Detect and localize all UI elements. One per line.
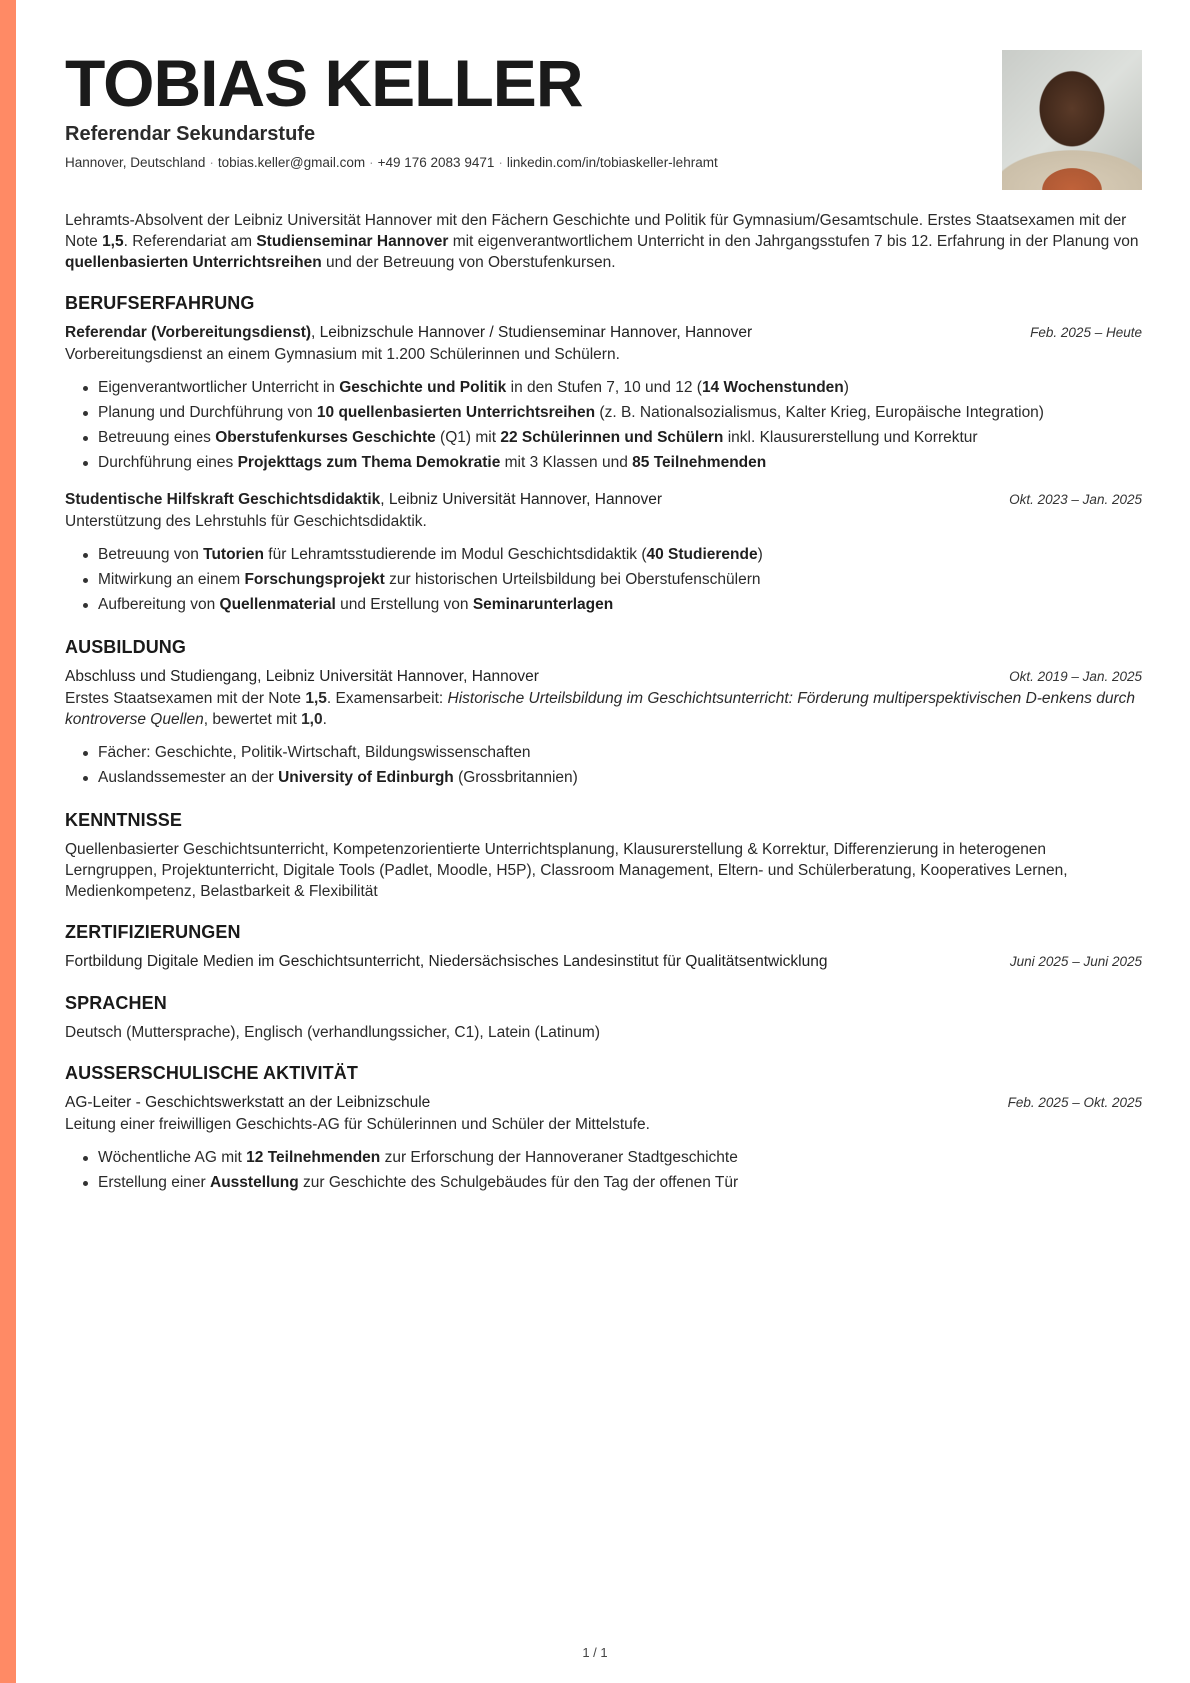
bullet-list: [81, 1145, 1142, 1195]
experience-entry: [65, 322, 1142, 475]
certification-entry: [65, 951, 1142, 973]
separator: ·: [498, 155, 503, 170]
skills-text: Quellenbasierter Geschichtsunterricht, Kompetenzorientierte Unterrichtsplanung, Klausurerstellung & Korrektur, Differenzierung in heterogenen Lerngruppen, Projektunterricht, Digitale Tools (Padlet, Moodle, H5P), Classroom Management, Eltern- und Schülerberatung, Kooperatives Lernen, Medienkompetenz, Belastbarkeit & Flexibilität: [65, 841, 1068, 900]
entry-date: Okt. 2023 – Jan. 2025: [1009, 492, 1142, 507]
separator: ·: [369, 155, 374, 170]
summary: Lehramts-Absolvent der Leibniz Universität Hannover mit den Fächern Geschichte und Politik für Gymnasium/Gesamtschule. Erstes Staatsexamen mit der Note 1,5. Referendariat am Studienseminar Hannover mit eigenverantwortlichem Unterricht in den Jahrgangsstufen 7 bis 12. Erfahrung in der Planung von quellenbasierten Unterrichtsreihen und der Betreuung von Oberstufenkursen.: [65, 212, 1139, 271]
section-title-education: AUSBILDUNG: [65, 637, 186, 657]
bullet-item: Planung und Durchführung von 10 quellenbasierten Unterrichtsreihen (z. B. Nationalsozialismus, Kalter Krieg, Europäische Integration): [81, 400, 1142, 425]
bullet-list: [81, 375, 1142, 475]
bullet-item: Erstellung einer Ausstellung zur Geschichte des Schulgebäudes für den Tag der offenen Tür: [81, 1170, 1142, 1195]
contact-phone[interactable]: +49 176 2083 9471: [377, 155, 495, 170]
resume-page: [65, 0, 1142, 1683]
candidate-title: Referendar Sekundarstufe: [65, 123, 316, 145]
bullet-list: [81, 542, 1142, 617]
bullet-list: [81, 740, 1142, 790]
section-title-languages: SPRACHEN: [65, 993, 167, 1013]
bullet-item: Betreuung von Tutorien für Lehramtsstudierende im Modul Geschichtsdidaktik (40 Studierende): [81, 542, 1142, 567]
bullet-item: Durchführung eines Projekttags zum Thema Demokratie mit 3 Klassen und 85 Teilnehmenden: [81, 450, 1142, 475]
job-org: , Leibnizschule Hannover / Studienseminar Hannover, Hannover: [311, 324, 753, 341]
entry-heading: [65, 489, 662, 511]
contact-location: Hannover, Deutschland: [65, 155, 206, 170]
entry-date: Feb. 2025 – Okt. 2025: [1007, 1095, 1142, 1110]
contact-line: [65, 155, 718, 170]
job-org: , Leibniz Universität Hannover, Hannover: [380, 491, 662, 508]
entry-description: Erstes Staatsexamen mit der Note 1,5. Examensarbeit: Historische Urteilsbildung im Geschichtsunterricht: Förderung multiperspektivischen D-enkens durch kontroverse Quellen, bewertet mit 1,0.: [65, 690, 1135, 728]
section-title-certifications: ZERTIFIZIERUNGEN: [65, 922, 241, 942]
bullet-item: Fächer: Geschichte, Politik-Wirtschaft, Bildungswissenschaften: [81, 740, 1142, 765]
contact-email[interactable]: tobias.keller@gmail.com: [217, 155, 366, 170]
experience-entry: [65, 489, 1142, 617]
page-number: 1 / 1: [582, 1645, 608, 1660]
job-role: Studentische Hilfskraft Geschichtsdidaktik: [65, 491, 381, 508]
bullet-item: Betreuung eines Oberstufenkurses Geschichte (Q1) mit 22 Schülerinnen und Schülern inkl. Klausurerstellung und Korrektur: [81, 425, 1142, 450]
education-entry: [65, 666, 1142, 790]
section-title-skills: KENNTNISSE: [65, 810, 183, 830]
entry-description: Vorbereitungsdienst an einem Gymnasium mit 1.200 Schülerinnen und Schülern.: [65, 346, 620, 363]
bullet-item: Eigenverantwortlicher Unterricht in Geschichte und Politik in den Stufen 7, 10 und 12 (14 Wochenstunden): [81, 375, 1142, 400]
languages-text: Deutsch (Muttersprache), Englisch (verhandlungssicher, C1), Latein (Latinum): [65, 1024, 600, 1041]
bullet-item: Mitwirkung an einem Forschungsprojekt zur historischen Urteilsbildung bei Oberstufenschülern: [81, 567, 1142, 592]
entry-date: Juni 2025 – Juni 2025: [1009, 954, 1142, 969]
entry-date: Okt. 2019 – Jan. 2025: [1009, 669, 1142, 684]
bullet-item: Aufbereitung von Quellenmaterial und Erstellung von Seminarunterlagen: [81, 592, 1142, 617]
section-title-activities: AUSSERSCHULISCHE AKTIVITÄT: [65, 1063, 358, 1083]
resume-header: [65, 0, 1142, 200]
bullet-item: Auslandssemester an der University of Edinburgh (Grossbritannien): [81, 765, 1142, 790]
entry-heading: [65, 322, 752, 344]
section-title-experience: BERUFSERFAHRUNG: [65, 293, 255, 313]
entry-heading: AG-Leiter - Geschichtswerkstatt an der Leibnizschule: [65, 1094, 431, 1111]
entry-description: Unterstützung des Lehrstuhls für Geschichtsdidaktik.: [65, 513, 427, 530]
job-role: Referendar (Vorbereitungsdienst): [65, 324, 312, 341]
separator: ·: [209, 155, 214, 170]
entry-description: Leitung einer freiwilligen Geschichts-AG für Schülerinnen und Schüler der Mittelstufe.: [65, 1116, 650, 1133]
entry-heading: Abschluss und Studiengang, Leibniz Universität Hannover, Hannover: [65, 668, 539, 685]
certification-text: Fortbildung Digitale Medien im Geschichtsunterricht, Niedersächsisches Landesinstitut für Qualitätsentwicklung: [65, 953, 828, 970]
entry-date: Feb. 2025 – Heute: [1030, 325, 1142, 340]
bullet-item: Wöchentliche AG mit 12 Teilnehmenden zur Erforschung der Hannoveraner Stadtgeschichte: [81, 1145, 1142, 1170]
accent-bar: [0, 0, 16, 1683]
candidate-name: TOBIAS KELLER: [65, 46, 583, 120]
activity-entry: [65, 1092, 1142, 1195]
profile-photo: [1002, 50, 1142, 190]
contact-linkedin[interactable]: linkedin.com/in/tobiaskeller-lehramt: [506, 155, 718, 170]
